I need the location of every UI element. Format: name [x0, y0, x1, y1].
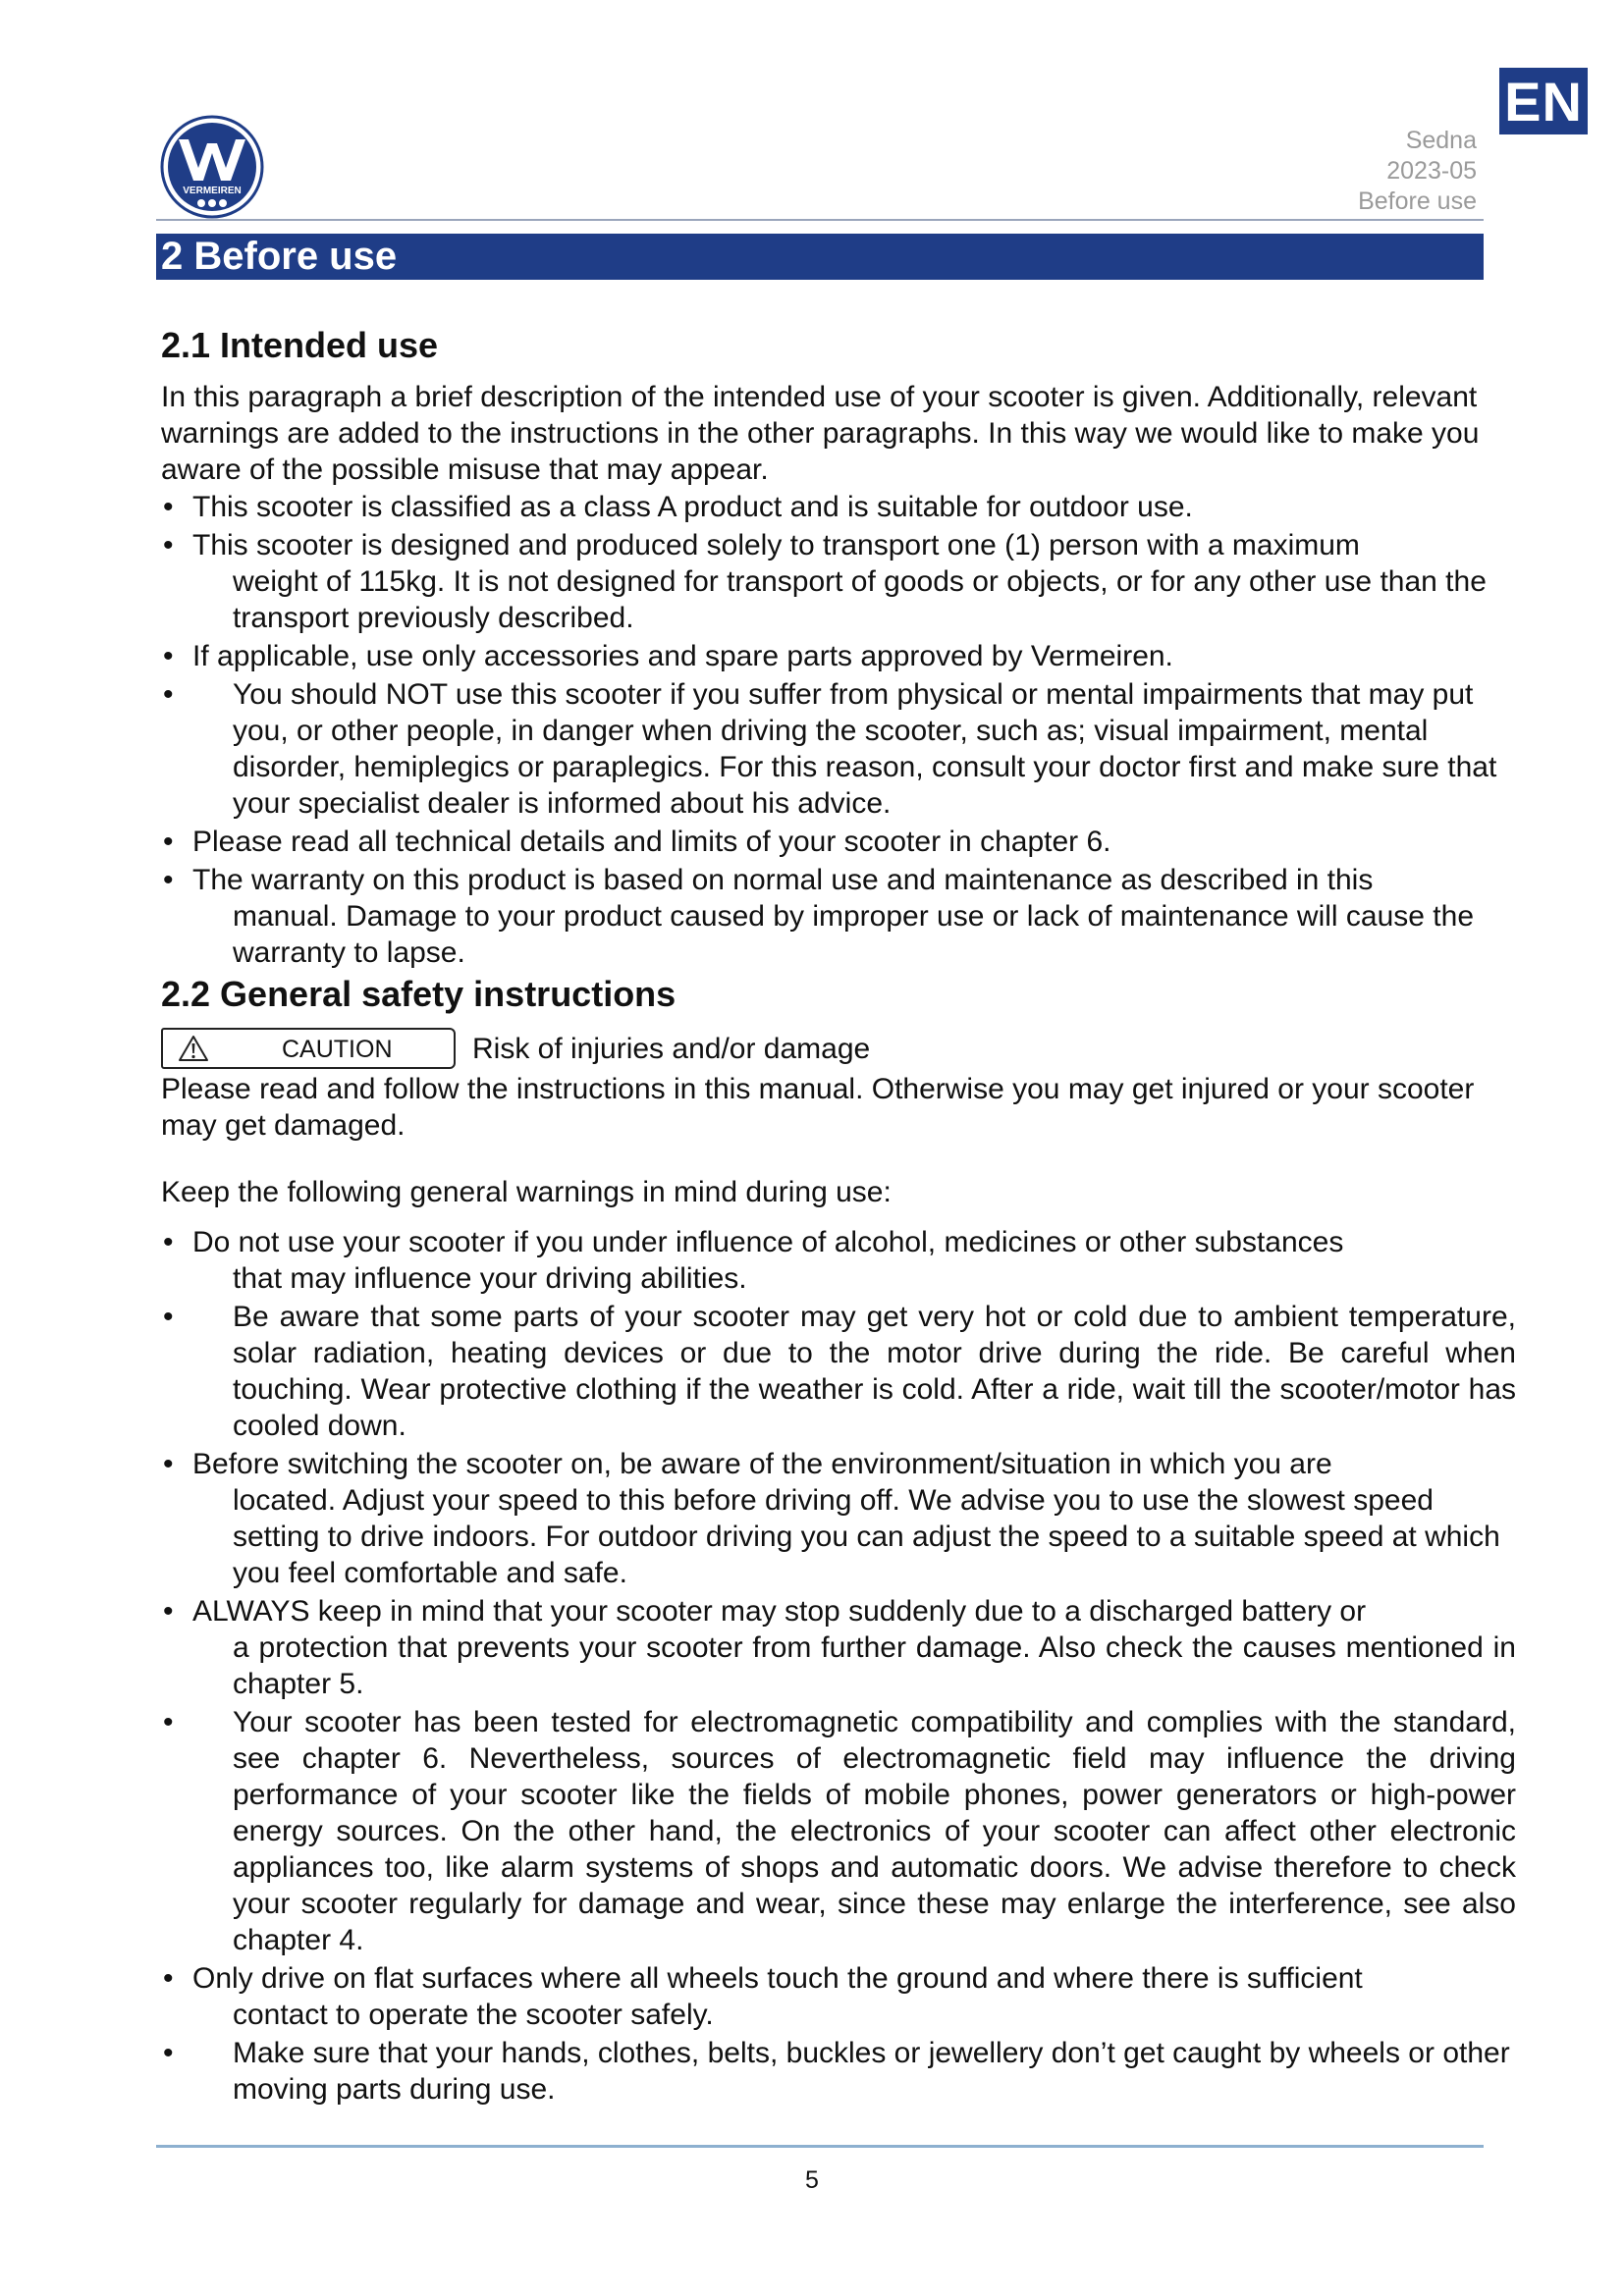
bullet-first-line: ALWAYS keep in mind that your scooter may stop suddenly due to a discharged battery or: [192, 1595, 1367, 1628]
list-item: • Your scooter has been tested for electromagnetic compatibility and complies with the standard, see chapter 6. Nevertheless, sources of electromagnetic field may influence the driving performance of your scooter like the fields of mobile phones, power generators or high-power energy sources. On the other hand, the electronics of your scooter can affect other electronic appliances too, like alarm systems of shops and automatic doors. We advise therefore to check your scooter regularly for damage and wear, since these may enlarge the interference, see also chapter 4.: [163, 1706, 1516, 1956]
list-item: • You should NOT use this scooter if you suffer from physical or mental impairments that may put you, or other people, in danger when driving the scooter, such as; visual impairment, mental disorder, hemiplegics or paraplegics. For this reason, consult your doctor first and make sure that your specialist dealer is informed about his advice.: [163, 678, 1497, 820]
bullet-text: Your scooter has been tested for electromagnetic compatibility and complies with the standard, see chapter 6. Nevertheless, sources of electromagnetic field may influence the driving performance of your scooter like the fields of mobile phones, power generators or high-power energy sources. On the other hand, the electronics of your scooter can affect other electronic appliances too, like alarm systems of shops and automatic doors. We advise therefore to check your scooter regularly for damage and wear, since these may enlarge the interference, see also chapter 4.: [233, 1706, 1516, 1956]
keep-in-mind-text: Keep the following general warnings in mind during use:: [161, 1176, 892, 1208]
list-item: • Before switching the scooter on, be aware of the environment/situation in which you are located. Adjust your speed to this before driving off. We advise you to use the slowest speed setting to drive indoors. For outdoor driving you can adjust the speed to a suitable speed at which you feel comfortable and safe.: [163, 1448, 1500, 1589]
logo-text: VERMEIREN: [183, 186, 242, 196]
bullet-continuation: a protection that prevents your scooter from further damage. Also check the causes mentioned in chapter 5.: [233, 1631, 1516, 1700]
caution-box: [161, 1028, 456, 1069]
bullet-first-line: This scooter is designed and produced solely to transport one (1) person with a maximum: [192, 529, 1360, 561]
section-heading-intended-use: 2.1 Intended use: [161, 325, 439, 365]
page-content: [161, 324, 1516, 2109]
page-number: 5: [805, 2166, 819, 2194]
bullet-first-line: If applicable, use only accessories and spare parts approved by Vermeiren.: [192, 640, 1173, 672]
list-item: • This scooter is designed and produced solely to transport one (1) person with a maximum weight of 115kg. It is not designed for transport of goods or objects, or for any other use than the transport previously described.: [163, 529, 1487, 634]
bullet-continuation: located. Adjust your speed to this before driving off. We advise you to use the slowest speed setting to drive indoors. For outdoor driving you can adjust the speed to a suitable speed at which you feel comfortable and safe.: [233, 1484, 1500, 1589]
bullet-continuation: weight of 115kg. It is not designed for transport of goods or objects, or for any other use than the transport previously described.: [233, 565, 1487, 634]
section-heading-safety: 2.2 General safety instructions: [161, 974, 677, 1014]
bullet-continuation: that may influence your driving abilities.: [233, 1262, 747, 1295]
chapter-title: 2 Before use: [156, 234, 1484, 280]
list-item: • Make sure that your hands, clothes, belts, buckles or jewellery don’t get caught by wheels or other moving parts during use.: [163, 2037, 1510, 2106]
list-item: • ALWAYS keep in mind that your scooter may stop suddenly due to a discharged battery or a protection that prevents your scooter from further damage. Also check the causes mentioned in chapter 5.: [163, 1595, 1516, 1700]
caution-label: CAUTION: [282, 1036, 393, 1063]
caution-row: [161, 1028, 1516, 1069]
bullet-first-line: Only drive on flat surfaces where all wheels touch the ground and where there is sufficient: [192, 1962, 1363, 1995]
language-badge: EN: [1499, 68, 1588, 134]
intended-use-list: [161, 489, 1516, 971]
list-item: • Only drive on flat surfaces where all wheels touch the ground and where there is sufficient contact to operate the scooter safely.: [163, 1962, 1363, 2031]
footer-divider: [156, 2145, 1484, 2148]
vermeiren-logo: [160, 115, 264, 219]
bullet-first-line: Do not use your scooter if you under influence of alcohol, medicines or other substances: [192, 1226, 1344, 1258]
bullet-text: Make sure that your hands, clothes, belts, buckles or jewellery don’t get caught by wheels or other moving parts during use.: [233, 2037, 1510, 2106]
list-item: • If applicable, use only accessories and spare parts approved by Vermeiren.: [163, 640, 1173, 672]
list-item: • This scooter is classified as a class A product and is suitable for outdoor use.: [163, 491, 1193, 523]
list-item: • Do not use your scooter if you under influence of alcohol, medicines or other substances that may influence your driving abilities.: [163, 1226, 1344, 1295]
list-item: • The warranty on this product is based on normal use and maintenance as described in this manual. Damage to your product caused by improper use or lack of maintenance will cause the warranty to lapse.: [163, 864, 1474, 969]
bullet-continuation: manual. Damage to your product caused by improper use or lack of maintenance will cause the warranty to lapse.: [233, 900, 1474, 969]
warning-triangle-icon: [178, 1035, 209, 1062]
bullet-first-line: The warranty on this product is based on normal use and maintenance as described in this: [192, 864, 1374, 896]
list-item: • Be aware that some parts of your scooter may get very hot or cold due to ambient temperature, solar radiation, heating devices or due to the motor drive during the ride. Be careful when touching. Wear protective clothing if the weather is cold. After a ride, wait till the scooter/motor has cooled down.: [163, 1301, 1516, 1442]
bullet-first-line: Before switching the scooter on, be aware of the environment/situation in which you are: [192, 1448, 1332, 1480]
bullet-text: Be aware that some parts of your scooter may get very hot or cold due to ambient temperature, solar radiation, heating devices or due to the motor drive during the ride. Be careful when touching. Wear protective clothing if the weather is cold. After a ride, wait till the scooter/motor has cooled down.: [233, 1301, 1516, 1442]
bullet-first-line: Please read all technical details and limits of your scooter in chapter 6.: [192, 826, 1111, 858]
intended-use-intro: In this paragraph a brief description of the intended use of your scooter is given. Additionally, relevant warnings are added to the instructions in the other paragraphs. In this way we would like to make you aware of the possible misuse that may appear.: [161, 381, 1480, 486]
bullet-continuation: contact to operate the scooter safely.: [233, 1999, 714, 2031]
header-divider: [156, 219, 1484, 221]
caution-text: Risk of injuries and/or damage: [472, 1032, 871, 1065]
header-meta: [1358, 126, 1477, 217]
bullet-text: You should NOT use this scooter if you suffer from physical or mental impairments that may put you, or other people, in danger when driving the scooter, such as; visual impairment, mental disorder, hemiplegics or paraplegics. For this reason, consult your doctor first and make sure that your specialist dealer is informed about his advice.: [233, 678, 1497, 820]
caution-body: Please read and follow the instructions in this manual. Otherwise you may get injured or your scooter may get damaged.: [161, 1073, 1475, 1142]
product-name: Sedna: [1405, 127, 1477, 154]
list-item: • Please read all technical details and limits of your scooter in chapter 6.: [163, 826, 1111, 858]
header-section-name: Before use: [1358, 187, 1477, 215]
document-date: 2023-05: [1386, 157, 1477, 185]
bullet-first-line: This scooter is classified as a class A product and is suitable for outdoor use.: [192, 491, 1193, 523]
safety-list: [161, 1224, 1516, 2108]
